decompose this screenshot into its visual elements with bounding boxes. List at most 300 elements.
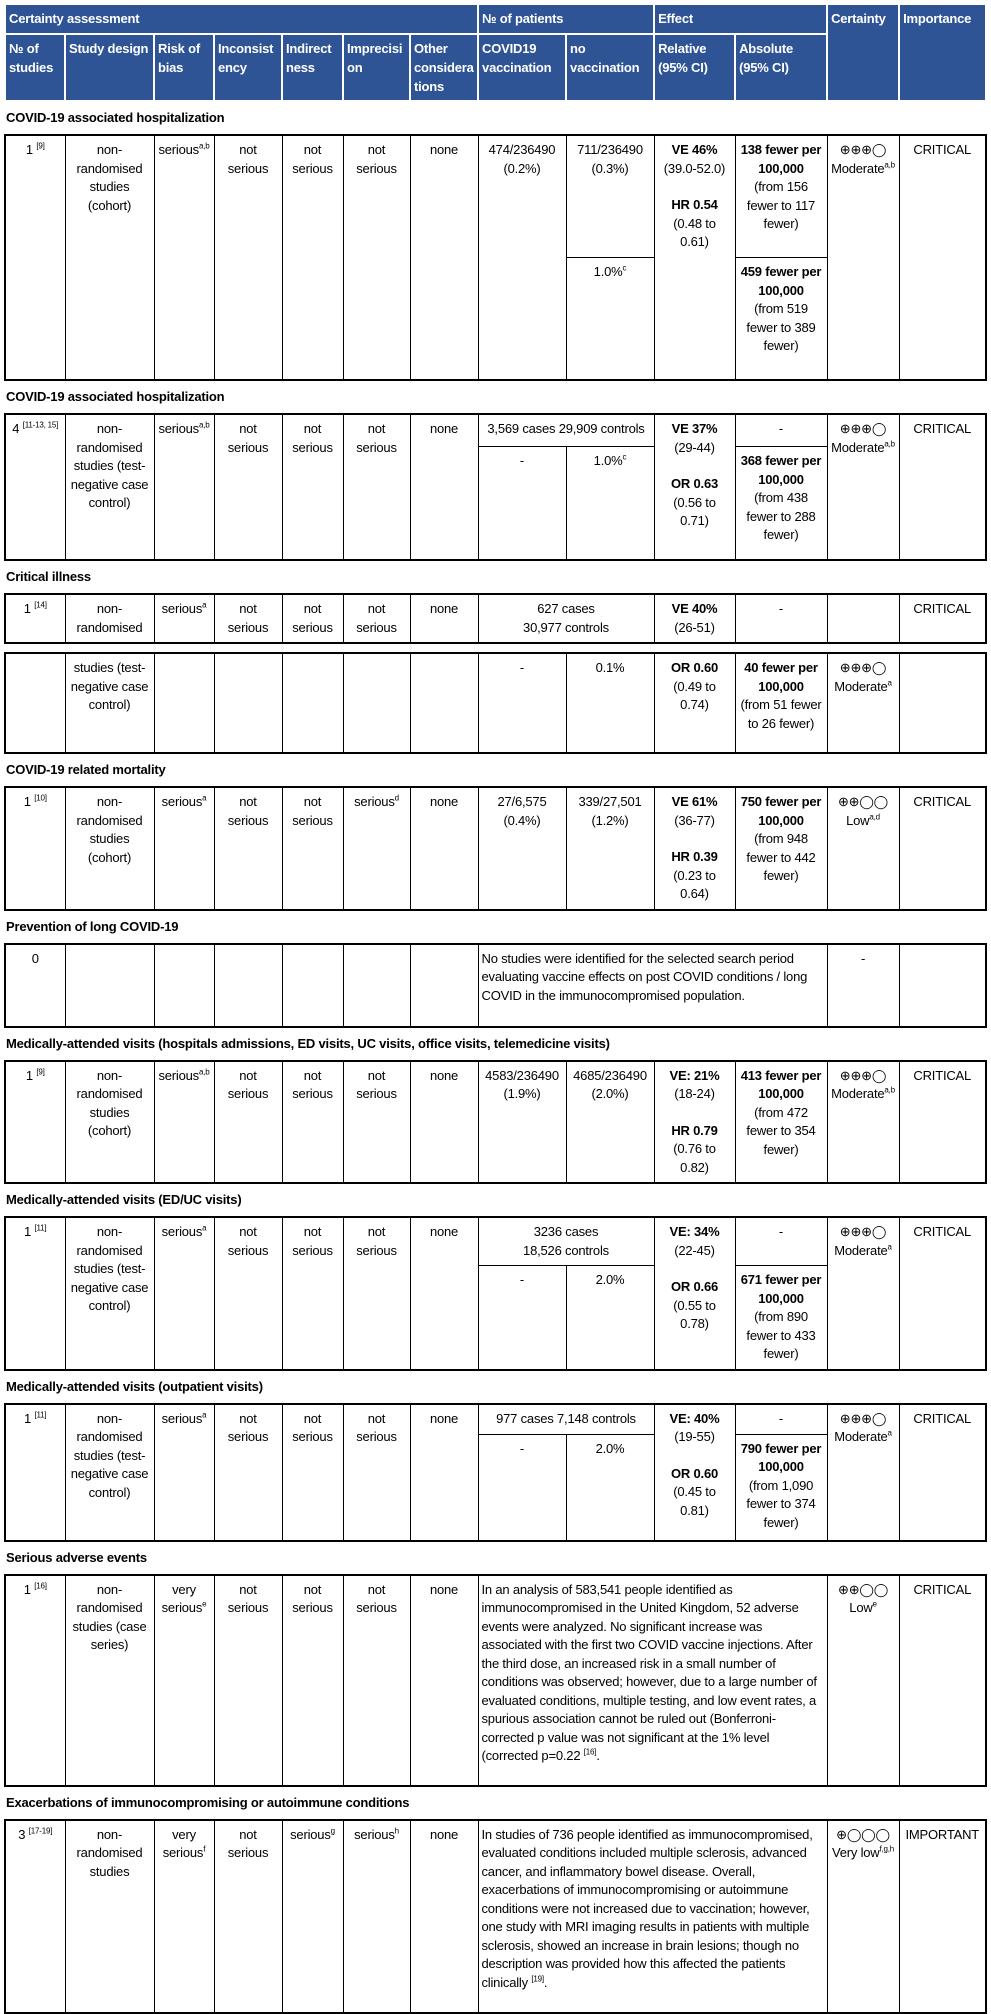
narrative-end: . [596,1748,600,1763]
n-cell [5,1061,65,1184]
header-inconsistency: Inconsistency [214,34,282,101]
n-text: 1 [25,142,33,157]
footnote-marker: d [394,793,399,803]
novacc-baseline-cell [566,258,654,381]
header-study-design: Study design [65,34,154,101]
section-title: Serious adverse events [6,1549,147,1565]
outcome-table [4,593,987,644]
outcome-section [4,1035,991,1185]
inconsistency-text: not serious [227,1581,269,1615]
vacc-cell [478,1434,566,1540]
blank-cell [214,653,282,753]
footnote-marker: e [872,1599,877,1609]
relative-estimate [658,1410,732,1447]
narrative-end: . [543,1974,548,1990]
relative-estimate [658,1223,732,1260]
other-text: none [429,1581,459,1597]
rob-cell [154,1217,214,1370]
relative-ci: (39.0-52.0) [663,160,726,176]
n-cell [5,414,65,560]
rob-cell [154,1061,214,1184]
section-title: Medically-attended visits (ED/UC visits) [6,1192,242,1207]
n-cell [5,787,65,910]
relative-label: HR 0.54 [671,197,718,212]
imprecision-text: not serious [356,601,397,635]
design-cell [65,594,154,643]
inconsistency-text: not serious [227,1826,269,1860]
outcome-section [4,388,991,561]
reference-marker: [16] [583,1747,597,1757]
inconsistency-text: not serious [227,1410,269,1444]
rob-cell [154,944,214,1027]
reference-marker: [10] [34,793,47,803]
relative-ci: (22-45) [674,1242,715,1258]
absolute-range: (from 51 fewer to 26 fewer) [740,697,822,731]
relative-ci: (36-77) [674,812,715,828]
inconsistency-text: not serious [227,794,269,828]
relative-label: VE: 34% [669,1224,720,1239]
outcome-section [4,761,991,911]
imprecision-text: not serious [356,1067,397,1101]
blank-cell [282,653,343,753]
relative-label: VE 37% [671,421,718,436]
outcome-section [4,1378,991,1542]
design-text: non-randomised studies (cohort) [76,1067,143,1138]
footnote-marker: a [887,678,892,688]
narrative-cell [478,1575,827,1786]
relative-label: VE 40% [671,601,718,616]
imprecision-cell [343,1217,410,1370]
certainty-cell [827,653,899,753]
header-certainty: Certainty [827,4,899,101]
table-row [5,944,986,1027]
footnote-marker: a,b [884,439,895,449]
n-cell [5,1217,65,1370]
outcome-table [4,652,987,754]
certainty-cell [827,1820,899,2013]
design-cell [65,414,154,560]
n-cell [5,1404,65,1541]
novacc-text: 339/27,501 (1.2%) [578,794,642,828]
absolute_top-text: - [778,1224,784,1239]
outcome-sections [4,109,991,2014]
other-text: none [429,1224,459,1239]
design-cell [65,787,154,910]
outcome-section [4,1794,991,2014]
imprecision-text: serious [354,1826,395,1842]
inconsistency-cell [214,1404,282,1541]
imprecision-text: not serious [356,1224,397,1258]
relative-label: OR 0.66 [670,1279,718,1294]
novacc-text: 711/236490 (0.3%) [577,142,643,176]
rob-text: very serious [161,1581,203,1615]
importance-cell [899,1820,986,2013]
other-cell [410,787,478,910]
n-cell [5,594,65,643]
n-text: 4 [12,421,20,436]
inconsistency-cell [214,787,282,910]
indirectness-cell [282,414,343,560]
imprecision-cell [343,944,410,1027]
patients-cell [478,1217,654,1266]
design-text: non-randomised studies (case series) [72,1581,147,1652]
absolute-effect: 790 fewer per 100,000 [740,1440,822,1475]
absolute-range: (from 1,090 fewer to 374 fewer) [746,1477,816,1530]
novacc_baseline-text: 2.0% [595,1272,625,1287]
inconsistency-text: not serious [227,601,269,635]
patients-text: 977 cases 7,148 controls [496,1410,636,1426]
other-cell [410,1820,478,2013]
outcome-table [4,1060,987,1185]
other-text: none [429,1067,459,1083]
outcome-table [4,413,987,561]
outcome-section [4,1191,991,1371]
imprecision-cell [343,1404,410,1541]
header-indirectness: Indirectness [282,34,343,101]
blank-cell [899,653,986,753]
vacc-cell [478,135,566,380]
certainty-label: Moderate [831,160,885,176]
imprecision-cell [343,135,410,380]
rob-cell [154,1575,214,1786]
importance-cell [899,135,986,380]
relative-ci: (0.45 to 0.81) [673,1484,716,1518]
design-cell [65,1404,154,1541]
vacc-text: - [519,1272,525,1287]
novacc-cell [566,1061,654,1184]
rob-text: serious [161,794,203,809]
n-text: 1 [25,1067,33,1083]
outcome-table [4,1216,987,1371]
rob-cell [154,1404,214,1541]
indirectness-cell [282,944,343,1027]
rob-cell [154,414,214,560]
header-relative: Relative (95% CI) [654,34,735,101]
design-text: non-randomised studies (test-negative case control) [70,1224,149,1313]
n-cell [5,1820,65,2013]
patients-text: 3236 cases 18,526 controls [523,1224,609,1258]
outcome-table [4,1819,987,2014]
patients-cell [478,1404,654,1435]
section-title: Critical illness [6,569,91,584]
inconsistency-cell [214,1820,282,2013]
certainty-cell [827,1217,899,1370]
relative-estimate [658,475,732,531]
reference-marker: [19] [531,1974,544,1984]
outcome-table [4,134,987,381]
patients-text: 627 cases 30,977 controls [523,601,609,635]
outcome-table [4,1403,987,1542]
rob-text: serious [161,1224,203,1239]
table-row [5,1404,986,1435]
rob-cell [154,135,214,380]
relative-ci: (0.56 to 0.71) [673,494,716,528]
outcome-table [4,943,987,1028]
novacc_baseline-text: 1.0% [593,453,623,469]
reference-marker: [9] [36,1067,45,1077]
imprecision-cell [343,594,410,643]
footnote-marker: h [394,1826,399,1836]
outcome-section [4,109,991,381]
design-cell [65,1820,154,2013]
footnote-marker: e [202,1599,207,1609]
absolute-effect: 750 fewer per 100,000 [740,794,822,828]
inconsistency-text: not serious [227,1224,269,1258]
vacc-text: - [519,660,525,675]
rob-text: serious [158,1067,199,1083]
abs0-cell [735,447,827,560]
relative-ci: (18-24) [674,1086,715,1101]
header-risk-of-bias: Risk of bias [154,34,214,101]
n-cell [5,135,65,380]
reference-marker: [11] [34,1410,47,1420]
inconsistency-text: not serious [227,142,269,176]
table-header [4,3,987,102]
certainty-label: Moderate [831,1086,885,1101]
outcome-table [4,786,987,911]
indirectness-text: not serious [292,1067,333,1101]
certainty-label: Moderate [834,1242,888,1258]
other-text: none [429,794,459,809]
relative-cell [654,594,735,643]
design-cell [65,944,154,1027]
narrative-cell [478,944,827,1027]
rob-text: very serious [162,1826,204,1860]
imprecision-text: not serious [356,421,397,455]
abs0-cell [735,135,827,258]
abs0-cell [735,787,827,910]
design-text: non-randomised studies [76,1826,143,1879]
section-title: Medically-attended visits (hospitals admissions, ED visits, UC visits, office visits, telemedicine visits) [6,1035,610,1051]
rob-text: serious [161,1410,203,1426]
certainty-cell [827,1404,899,1541]
footnote-marker: a [887,1242,892,1252]
indirectness-cell [282,1404,343,1541]
footnote-marker: c [622,452,627,462]
importance-cell [899,1404,986,1541]
inconsistency-cell [214,1575,282,1786]
certainty-rating-icon: ⊕◯◯◯ [836,1826,890,1842]
relative-estimate [658,1278,732,1334]
novacc-cell [566,135,654,258]
inconsistency-cell [214,414,282,560]
footnote-marker: a,b [198,141,210,151]
absolute-effect: 368 fewer per 100,000 [740,453,822,487]
absolute-range: (from 948 fewer to 442 fewer) [746,831,816,883]
footnote-marker: f,g,h [879,1844,895,1854]
indirectness-cell [282,787,343,910]
design-text: non-randomised [76,601,143,635]
absolute-range: (from 438 fewer to 288 fewer) [746,490,816,543]
vacc-cell [478,447,566,560]
relative-ci: (0.23 to 0.64) [673,867,716,901]
relative-estimate [658,793,732,830]
patients-cell [478,414,654,447]
certainty-rating-icon: ⊕⊕⊕◯ [839,142,887,157]
relative-label: HR 0.39 [671,849,718,864]
header-imprecision: Imprecision [343,34,410,101]
abs1-cell [735,258,827,381]
importance-cell [899,1061,986,1184]
section-title: COVID-19 associated hospitalization [6,110,225,125]
indirectness-cell [282,1575,343,1786]
importance-cell [899,1575,986,1786]
importance-cell [899,944,986,1027]
section-title: COVID-19 related mortality [6,762,166,777]
novacc_baseline-text: 2.0% [595,1440,625,1456]
certainty-rating-icon: ⊕⊕⊕◯ [839,421,887,436]
relative-estimate [658,141,732,178]
importance-text: CRITICAL [913,421,972,436]
novacc-baseline-cell [566,653,654,753]
relative-estimate [658,196,732,252]
narrative-text: In studies of 736 people identified as immunocompromised, evaluated conditions included multiple sclerosis, advanced cancer, and inflammatory bowel disease. Overall, exacerbations of immunocompromising or autoimmune conditions were not increased due to vaccination; however, one study with MRI imaging results in patients with multiple sclerosis, showed an increase in brain lesions; though no description was provided how this affected the patients clinically [481,1826,813,1990]
absolute-effect: 40 fewer per 100,000 [744,660,818,694]
importance-cell [899,787,986,910]
absolute-range: (from 519 fewer to 389 fewer) [746,301,816,353]
relative-estimate [658,1122,732,1178]
reference-marker: [14] [34,600,47,610]
absolute-range: (from 472 fewer to 354 fewer) [746,1104,816,1157]
n-text: 1 [24,1410,32,1426]
blank-cell [154,653,214,753]
certainty-cell [827,1575,899,1786]
relative-label: VE: 21% [669,1067,720,1083]
design-cell [65,1575,154,1786]
n-text: 1 [23,601,31,616]
other-text: none [429,1826,459,1842]
footnote-marker: a [202,1410,207,1420]
relative-ci: (26-51) [674,619,715,635]
relative-ci: (0.48 to 0.61) [673,215,716,249]
n-text: 0 [31,950,39,966]
other-cell [410,1404,478,1541]
inconsistency-cell [214,135,282,380]
relative-ci: (0.55 to 0.78) [673,1297,716,1331]
footnote-marker: a [202,793,207,803]
header-importance: Importance [899,4,986,101]
n-cell [5,1575,65,1786]
design-text: non-randomised studies (test-negative case control) [70,421,149,510]
imprecision-cell [343,1061,410,1184]
vacc-text: - [519,1440,525,1456]
header-vaccination: COVID19 vaccination [478,34,566,101]
table-row [5,1217,986,1266]
inconsistency-text: not serious [227,1067,269,1101]
blank-cell [410,653,478,753]
footnote-marker: a [887,1428,892,1438]
certainty-label: Very low [831,1845,880,1860]
header-other-considerations: Other considerations [410,34,478,101]
importance-text: CRITICAL [913,1410,972,1426]
absolute_top-text: - [778,421,784,436]
relative-estimate [658,848,732,904]
table-row [5,653,986,753]
section-title: Exacerbations of immunocompromising or autoimmune conditions [6,1794,410,1810]
footnote-marker: a,d [869,812,880,822]
vacc-text: 27/6,575 (0.4%) [497,794,547,828]
footnote-marker: a,b [198,420,210,430]
imprecision-cell [343,787,410,910]
n-text: 1 [24,1224,32,1239]
inconsistency-cell [214,1217,282,1370]
importance-text: CRITICAL [913,794,972,809]
relative-cell [654,414,735,560]
indirectness-cell [282,594,343,643]
certainty-label: Moderate [831,439,885,455]
novacc_baseline-text: 0.1% [595,660,625,675]
n-text: 3 [18,1826,26,1842]
indirectness-text: serious [290,1826,331,1842]
indirectness-cell [282,1217,343,1370]
design-cell [65,1217,154,1370]
other-text: none [429,601,459,616]
other-text: none [429,1410,459,1426]
vacc-cell [478,653,566,753]
certainty-rating-icon: ⊕⊕◯◯ [837,794,889,809]
absolute-top-cell [735,414,827,447]
certainty-cell [827,944,899,1027]
rob-cell [154,594,214,643]
relative-ci: (0.49 to 0.74) [673,678,716,712]
patients-text: 3,569 cases 29,909 controls [487,421,645,436]
other-text: none [429,142,459,157]
absolute-effect: 459 fewer per 100,000 [740,264,822,298]
relative-estimate [658,420,732,457]
imprecision-cell [343,1820,410,2013]
abs0-cell [735,1061,827,1184]
section-title: Prevention of long COVID-19 [6,918,179,934]
outcome-section [4,1549,991,1787]
n-cell [5,944,65,1027]
relative-estimate [658,1465,732,1521]
header-n-studies: № of studies [5,34,65,101]
other-cell [410,414,478,560]
footnote-marker: f [203,1844,206,1854]
importance-cell [899,1217,986,1370]
inconsistency-text: not serious [227,421,269,455]
certainty-rating-icon: ⊕⊕⊕◯ [839,1410,887,1426]
indirectness-text: not serious [292,794,333,828]
relative-label: VE 61% [671,794,718,809]
design-text: non-randomised studies (cohort) [76,142,143,213]
outcome-section [4,918,991,1028]
relative-label: OR 0.60 [670,1465,718,1481]
outcome-section [4,568,991,754]
header-patients: № of patients [478,4,654,34]
narrative-text: In an analysis of 583,541 people identified as immunocompromised in the United Kingdom, 52 adverse events were analyzed. No significant increase was associated with the first two COVID vaccine injections. After the third dose, an increased risk in a small number of conditions was observed; however, due to a large number of evaluated conditions, multiple testing, and low event rates, a spurious association cannot be ruled out (Bonferroni-corrected p value was not significant at the 1% level (corrected p=0.22 [481,1581,817,1763]
design-cell [65,135,154,380]
certainty-rating-icon: ⊕⊕⊕◯ [839,1067,887,1083]
rob-text: serious [158,421,199,436]
relative-estimate [658,659,732,715]
header-no-vaccination: no vaccination [566,34,654,101]
importance-text: CRITICAL [913,1581,972,1597]
novacc-text: 4685/236490 (2.0%) [573,1067,647,1101]
table-row [5,1575,986,1786]
reference-marker: [9] [36,141,45,151]
vacc-text: 474/236490 (0.2%) [488,142,556,176]
relative-ci: (0.76 to 0.82) [673,1141,716,1175]
design-cont-cell [65,653,154,753]
design_cont-text: studies (test-negative case control) [70,660,149,712]
other-cell [410,594,478,643]
imprecision-cell [343,414,410,560]
certainty-cell [827,414,899,560]
novacc-cell [566,787,654,910]
table-row [5,414,986,447]
narrative-cell [478,1820,827,2013]
